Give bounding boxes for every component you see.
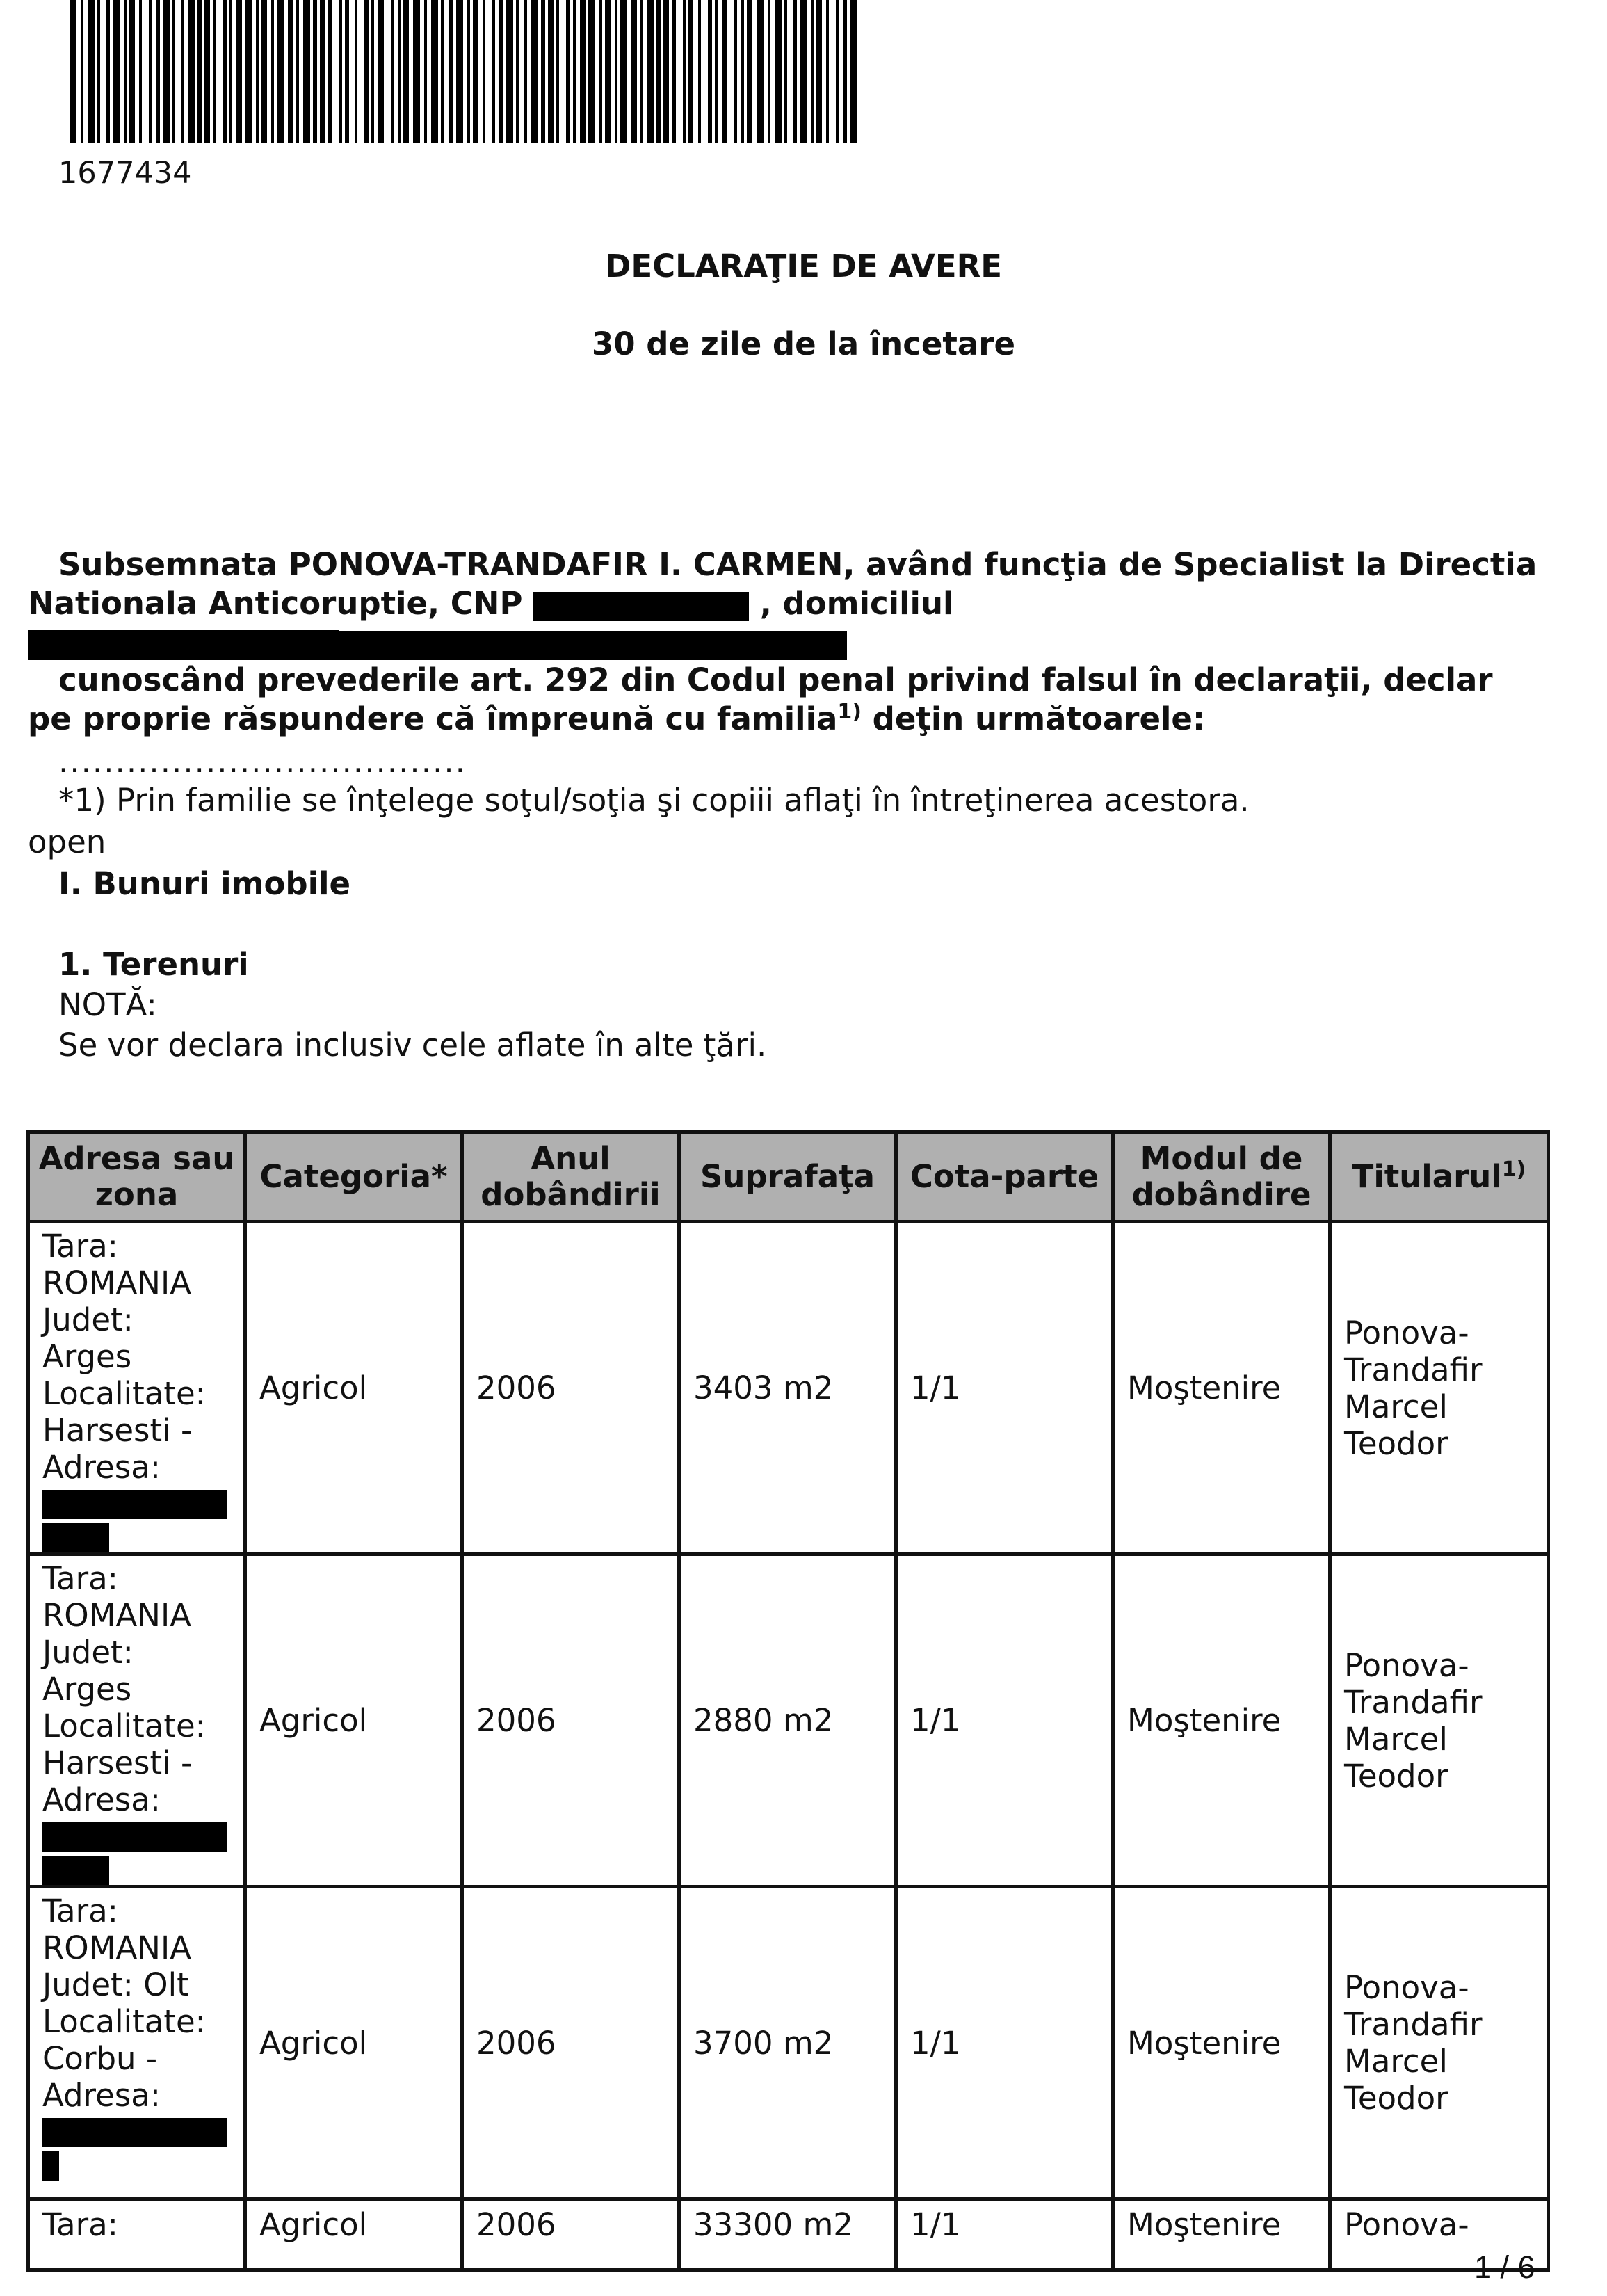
document-subtitle: 30 de zile de la încetare <box>591 326 1016 362</box>
address-text: Tara: ROMANIA Judet: Olt Localitate: Corbu - Adresa: <box>42 1893 206 2114</box>
cell-acquisition: Moştenire <box>1113 1555 1330 1887</box>
barcode-bar <box>524 0 527 143</box>
barcode-bar <box>213 0 216 143</box>
barcode-bar <box>784 0 787 143</box>
barcode-bar <box>188 0 195 143</box>
barcode-bar <box>843 0 847 143</box>
declarant-text: Subsemnata PONOVA-TRANDAFIR I. CARMEN, având funcţia de Specialist la Directia Nationala Anticoruptie, CNP <box>28 546 1537 622</box>
barcode-bar <box>124 0 127 143</box>
cell-category: Agricol <box>245 2199 462 2270</box>
land-table <box>26 1130 1550 2272</box>
barcode-bar <box>775 0 782 143</box>
barcode-bar <box>747 0 752 143</box>
address-redaction <box>42 1523 109 1552</box>
barcode-bar <box>663 0 669 143</box>
cell-acquisition: Moştenire <box>1113 1222 1330 1555</box>
barcode-bar <box>506 0 513 143</box>
cell-holder: Ponova-Trandafir Marcel Teodor <box>1330 1555 1549 1887</box>
note-label: NOTĂ: <box>58 986 157 1023</box>
cell-holder: Ponova- <box>1330 2199 1549 2270</box>
barcode-bar <box>531 0 538 143</box>
address-redaction <box>42 1856 109 1885</box>
barcode-bar <box>181 0 184 143</box>
barcode-number: 1677434 <box>58 156 192 191</box>
header-category: Categoria* <box>245 1132 462 1222</box>
barcode-bar <box>431 0 438 143</box>
barcode-bar <box>88 0 95 143</box>
cell-holder: Ponova-Trandafir Marcel Teodor <box>1330 1887 1549 2199</box>
barcode-bar <box>599 0 602 143</box>
cell-category: Agricol <box>245 1887 462 2199</box>
header-address: Adresa sau zona <box>29 1132 245 1222</box>
header-holder-footnote: 1) <box>1501 1157 1526 1182</box>
barcode-bar <box>566 0 570 143</box>
barcode-bar <box>698 0 701 143</box>
domicile-label: , domiciliul <box>759 585 954 622</box>
barcode-bar <box>172 0 175 143</box>
barcode-bar <box>149 0 152 143</box>
table-header-row <box>29 1132 1549 1222</box>
barcode-bar <box>236 0 242 143</box>
barcode-bar <box>573 0 576 143</box>
address-redaction <box>42 2151 59 2181</box>
cell-year: 2006 <box>462 2199 679 2270</box>
cell-acquisition: Moştenire <box>1113 1887 1330 2199</box>
barcode-bar <box>715 0 718 143</box>
address-redaction <box>42 1490 227 1519</box>
header-holder <box>1330 1132 1549 1222</box>
cell-year: 2006 <box>462 1555 679 1887</box>
barcode-bar <box>683 0 686 143</box>
barcode-bar <box>245 0 252 143</box>
barcode-bar <box>424 0 427 143</box>
document-title: DECLARAŢIE DE AVERE <box>605 248 1002 284</box>
barcode-bar <box>413 0 420 143</box>
cell-category: Agricol <box>245 1222 462 1555</box>
barcode-bar <box>223 0 227 143</box>
address-text: Tara: ROMANIA Judet: Arges Localitate: Harsesti - Adresa: <box>42 1560 206 1818</box>
barcode-bar <box>672 0 676 143</box>
barcode-bar <box>640 0 643 143</box>
barcode-bar <box>647 0 654 143</box>
barcode-bar <box>734 0 737 143</box>
barcode-bar <box>620 0 627 143</box>
barcode-bar <box>722 0 727 143</box>
cell-share: 1/1 <box>896 1222 1113 1555</box>
cell-address <box>29 1887 245 2199</box>
barcode-bar <box>197 0 202 143</box>
cell-share: 1/1 <box>896 2199 1113 2270</box>
barcode-bar <box>163 0 170 143</box>
barcode-bar <box>741 0 744 143</box>
table-row <box>29 2199 1549 2270</box>
barcode-bar <box>320 0 325 143</box>
barcode-bar <box>204 0 210 143</box>
barcode-bar <box>70 0 76 143</box>
barcode-bar <box>378 0 384 143</box>
barcode-bar <box>548 0 554 143</box>
barcode-bar <box>757 0 764 143</box>
barcode-bar <box>850 0 857 143</box>
barcode-bar <box>605 0 611 143</box>
dotted-separator: .................................... <box>58 743 467 780</box>
barcode-bar <box>492 0 495 143</box>
cell-address: Tara: <box>29 2199 245 2270</box>
cell-address <box>29 1222 245 1555</box>
cell-area: 3700 m2 <box>679 1887 896 2199</box>
table-row <box>29 1555 1549 1887</box>
barcode-bar <box>656 0 661 143</box>
address-redaction <box>42 1822 227 1852</box>
address-text: Tara: ROMANIA Judet: Arges Localitate: Harsesti - Adresa: <box>42 1228 206 1486</box>
note-text: Se vor declara inclusiv cele aflate în alte ţări. <box>58 1027 767 1063</box>
barcode-bar <box>345 0 349 143</box>
barcode-bar <box>688 0 693 143</box>
header-area: Suprafaţa <box>679 1132 896 1222</box>
barcode-bar <box>271 0 274 143</box>
barcode-bar <box>355 0 357 143</box>
barcode-bar <box>371 0 374 143</box>
barcode-bar <box>364 0 369 143</box>
barcode-bar <box>556 0 559 143</box>
cell-share: 1/1 <box>896 1555 1113 1887</box>
barcode-bar <box>328 0 332 143</box>
barcode-bar <box>449 0 453 143</box>
barcode-bar <box>339 0 342 143</box>
barcode-bar <box>113 0 120 143</box>
table-row <box>29 1887 1549 2199</box>
barcode-bar <box>261 0 267 143</box>
barcode-bar <box>816 0 822 143</box>
address-redaction <box>42 2118 227 2147</box>
cnp-redaction <box>533 592 749 621</box>
barcode-bar <box>615 0 617 143</box>
cell-share: 1/1 <box>896 1887 1113 2199</box>
barcode-bar <box>313 0 317 143</box>
barcode-bar <box>106 0 110 143</box>
barcode-bar <box>139 0 142 143</box>
header-acquisition: Modul de dobândire <box>1113 1132 1330 1222</box>
barcode-bar <box>516 0 519 143</box>
section-title: I. Bunuri imobile <box>58 865 351 902</box>
subsection-title: 1. Terenuri <box>58 946 249 983</box>
barcode-bar <box>403 0 409 143</box>
barcode-bar <box>229 0 232 143</box>
table-row <box>29 1222 1549 1555</box>
barcode-bar <box>467 0 470 143</box>
barcode-bar <box>288 0 293 143</box>
barcode-bar <box>81 0 83 143</box>
header-holder-label: Titularul <box>1352 1158 1502 1195</box>
barcode-bar <box>256 0 259 143</box>
cell-area: 33300 m2 <box>679 2199 896 2270</box>
footnote-mark: 1) <box>837 700 862 724</box>
header-year: Anul dobândirii <box>462 1132 679 1222</box>
barcode-bar <box>826 0 829 143</box>
barcode-bar <box>588 0 595 143</box>
cell-area: 2880 m2 <box>679 1555 896 1887</box>
cell-holder: Ponova-Trandafir Marcel Teodor <box>1330 1222 1549 1555</box>
barcode-bar <box>441 0 444 143</box>
barcode-bar <box>277 0 284 143</box>
cell-acquisition: Moştenire <box>1113 2199 1330 2270</box>
barcode-bar <box>398 0 401 143</box>
barcode-bar <box>296 0 299 143</box>
cell-address <box>29 1555 245 1887</box>
barcode-bar <box>456 0 463 143</box>
header-share: Cota-parte <box>896 1132 1113 1222</box>
page-number: 1 / 6 <box>1474 2249 1535 2285</box>
cell-category: Agricol <box>245 1555 462 1887</box>
family-footnote: *1) Prin familie se înţelege soţul/soţia şi copiii aflaţi în întreţinerea acestora. <box>58 782 1250 819</box>
domicile-redaction-continued <box>28 630 339 659</box>
barcode-bar <box>303 0 310 143</box>
barcode-bar <box>473 0 478 143</box>
barcode <box>70 0 857 143</box>
barcode-bar <box>793 0 797 143</box>
barcode-bar <box>129 0 135 143</box>
declaration-suffix: deţin următoarele: <box>861 700 1205 737</box>
barcode-bar <box>580 0 586 143</box>
barcode-bar <box>811 0 814 143</box>
cell-year: 2006 <box>462 1222 679 1555</box>
declaration-statement <box>28 661 1544 739</box>
barcode-bar <box>836 0 839 143</box>
barcode-bar <box>156 0 160 143</box>
barcode-bar <box>499 0 503 143</box>
barcode-bar <box>97 0 100 143</box>
barcode-bar <box>768 0 770 143</box>
barcode-bar <box>631 0 637 143</box>
declaration-text: cunoscând prevederile art. 292 din Codul penal privind falsul în declaraţii, declar pe proprie răspundere că împreună cu familia <box>28 661 1493 737</box>
cell-year: 2006 <box>462 1887 679 2199</box>
open-marker: open <box>28 824 106 860</box>
barcode-bar <box>800 0 807 143</box>
cell-area: 3403 m2 <box>679 1222 896 1555</box>
barcode-bar <box>708 0 712 143</box>
barcode-bar <box>541 0 545 143</box>
barcode-bar <box>483 0 485 143</box>
barcode-bar <box>391 0 394 143</box>
